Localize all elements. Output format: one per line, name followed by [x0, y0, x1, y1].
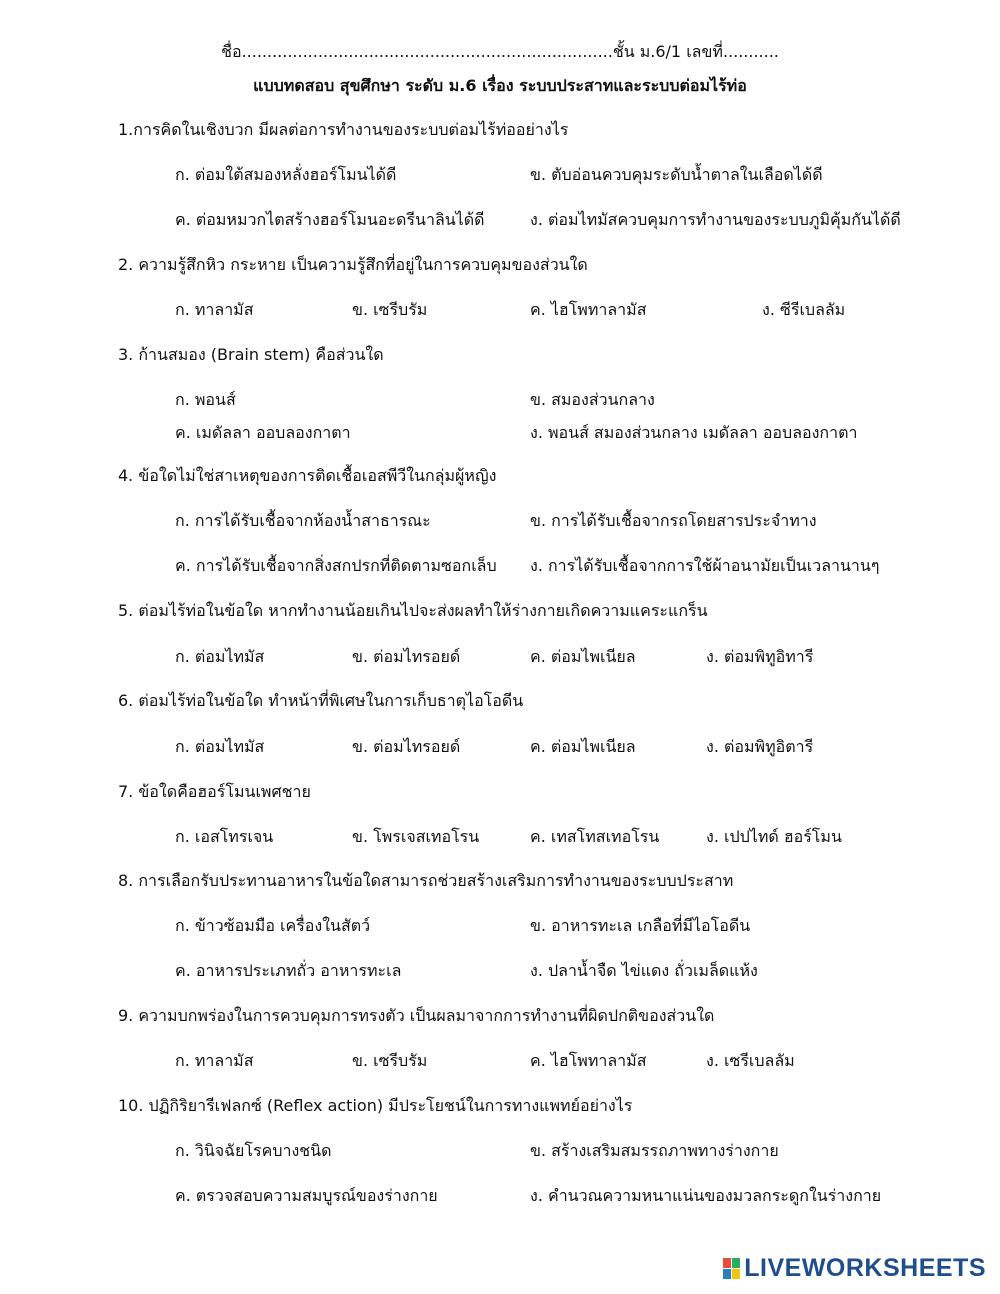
- liveworksheets-logo-icon: [723, 1258, 740, 1279]
- question-1-option-a[interactable]: ก. ต่อมใต้สมองหลั่งฮอร์โมนได้ดี: [175, 165, 397, 184]
- question-5-option-d[interactable]: ง. ต่อมพิทูอิทารี: [706, 647, 814, 666]
- question-5-option-c[interactable]: ค. ต่อมไพเนียล: [530, 647, 636, 666]
- question-10-option-d[interactable]: ง. คำนวณความหนาแน่นของมวลกระดูกในร่างกาย: [530, 1186, 882, 1205]
- question-10-option-c[interactable]: ค. ตรวจสอบความสมบูรณ์ของร่างกาย: [175, 1186, 438, 1205]
- question-8-option-c[interactable]: ค. อาหารประเภทถั่ว อาหารทะเล: [175, 961, 402, 980]
- question-4-option-a[interactable]: ก. การได้รับเชื้อจากห้องน้ำสาธารณะ: [175, 511, 431, 530]
- question-5-option-b[interactable]: ข. ต่อมไทรอยด์: [352, 647, 461, 666]
- question-6-option-a[interactable]: ก. ต่อมไทมัส: [175, 737, 265, 756]
- question-2-option-c[interactable]: ค. ไฮโพทาลามัส: [530, 300, 647, 319]
- question-8-option-a[interactable]: ก. ข้าวซ้อมมือ เครื่องในสัตว์: [175, 916, 371, 935]
- question-10-option-b[interactable]: ข. สร้างเสริมสมรรถภาพทางร่างกาย: [530, 1141, 779, 1160]
- liveworksheets-logo[interactable]: [723, 1254, 986, 1283]
- question-6-option-b[interactable]: ข. ต่อมไทรอยด์: [352, 737, 461, 756]
- question-3: 3. ก้านสมอง (Brain stem) คือส่วนใด: [118, 345, 384, 364]
- question-10: 10. ปฏิกิริยารีเฟลกซ์ (Reflex action) มีประโยชน์ในการทางแพทย์อย่างไร: [118, 1096, 633, 1115]
- question-6-option-d[interactable]: ง. ต่อมพิทูอิตารี: [706, 737, 814, 756]
- liveworksheets-logo-text: LIVEWORKSHEETS: [744, 1254, 986, 1282]
- question-4-option-d[interactable]: ง. การได้รับเชื้อจากการใช้ผ้าอนามัยเป็นเวลานานๆ: [530, 556, 880, 575]
- question-9-option-b[interactable]: ข. เซรีบรัม: [352, 1051, 428, 1070]
- question-7-option-c[interactable]: ค. เทสโทสเทอโรน: [530, 827, 660, 846]
- question-7-option-b[interactable]: ข. โพรเจสเทอโรน: [352, 827, 480, 846]
- question-1-option-c[interactable]: ค. ต่อมหมวกไตสร้างฮอร์โมนอะดรีนาลินได้ดี: [175, 210, 485, 229]
- question-6-option-c[interactable]: ค. ต่อมไพเนียล: [530, 737, 636, 756]
- question-4: 4. ข้อใดไม่ใช่สาเหตุของการติดเชื้อเอสพีวีในกลุ่มผู้หญิง: [118, 466, 497, 485]
- question-3-option-c[interactable]: ค. เมดัลลา ออบลองกาตา: [175, 423, 351, 442]
- question-6: 6. ต่อมไร้ท่อในข้อใด ทำหน้าที่พิเศษในการเก็บธาตุไอโอดีน: [118, 691, 524, 710]
- question-7-option-d[interactable]: ง. เปปไทด์ ฮอร์โมน: [706, 827, 842, 846]
- question-5: 5. ต่อมไร้ท่อในข้อใด หากทำงานน้อยเกินไปจะส่งผลทำให้ร่างกายเกิดความแคระแกร็น: [118, 601, 708, 620]
- question-9-option-d[interactable]: ง. เซรีเบลลัม: [706, 1051, 795, 1070]
- question-5-option-a[interactable]: ก. ต่อมไทมัส: [175, 647, 265, 666]
- question-8: 8. การเลือกรับประทานอาหารในข้อใดสามารถช่วยสร้างเสริมการทำงานของระบบประสาท: [118, 871, 734, 890]
- question-2: 2. ความรู้สึกหิว กระหาย เป็นความรู้สึกที่อยู่ในการควบคุมของส่วนใด: [118, 255, 588, 274]
- question-2-option-d[interactable]: ง. ซีรีเบลลัม: [762, 300, 846, 319]
- question-1-option-d[interactable]: ง. ต่อมไทมัสควบคุมการทำงานของระบบภูมิคุ้มกันได้ดี: [530, 210, 901, 229]
- question-2-option-b[interactable]: ข. เซรีบรัม: [352, 300, 428, 319]
- worksheet-title: แบบทดสอบ สุขศึกษา ระดับ ม.6 เรื่อง ระบบประสาทและระบบต่อมไร้ท่อ: [253, 76, 747, 95]
- question-4-option-c[interactable]: ค. การได้รับเชื้อจากสิ่งสกปรกที่ติดตามซอกเล็บ: [175, 556, 497, 575]
- question-9-option-c[interactable]: ค. ไฮโพทาลามัส: [530, 1051, 647, 1070]
- question-9-option-a[interactable]: ก. ทาลามัส: [175, 1051, 254, 1070]
- question-3-option-a[interactable]: ก. พอนส์: [175, 390, 236, 409]
- question-7-option-a[interactable]: ก. เอสโทรเจน: [175, 827, 274, 846]
- student-info-line: ชื่อ.........................................................................ชั้น ม.6/1 เลขที่...........: [221, 42, 779, 61]
- question-8-option-b[interactable]: ข. อาหารทะเล เกลือที่มีไอโอดีน: [530, 916, 751, 935]
- question-9: 9. ความบกพร่องในการควบคุมการทรงตัว เป็นผลมาจากการทำงานที่ผิดปกติของส่วนใด: [118, 1006, 715, 1025]
- question-8-option-d[interactable]: ง. ปลาน้ำจืด ไข่แดง ถั่วเมล็ดแห้ง: [530, 961, 758, 980]
- question-3-option-b[interactable]: ข. สมองส่วนกลาง: [530, 390, 655, 409]
- question-2-option-a[interactable]: ก. ทาลามัส: [175, 300, 254, 319]
- question-4-option-b[interactable]: ข. การได้รับเชื้อจากรถโดยสารประจำทาง: [530, 511, 817, 530]
- question-3-option-d[interactable]: ง. พอนส์ สมองส่วนกลาง เมดัลลา ออบลองกาตา: [530, 423, 858, 442]
- question-10-option-a[interactable]: ก. วินิจฉัยโรคบางชนิด: [175, 1141, 332, 1160]
- question-1: 1.การคิดในเชิงบวก มีผลต่อการทำงานของระบบต่อมไร้ท่ออย่างไร: [118, 120, 569, 139]
- question-1-option-b[interactable]: ข. ตับอ่อนควบคุมระดับน้ำตาลในเลือดได้ดี: [530, 165, 823, 184]
- question-7: 7. ข้อใดคือฮอร์โมนเพศชาย: [118, 782, 311, 801]
